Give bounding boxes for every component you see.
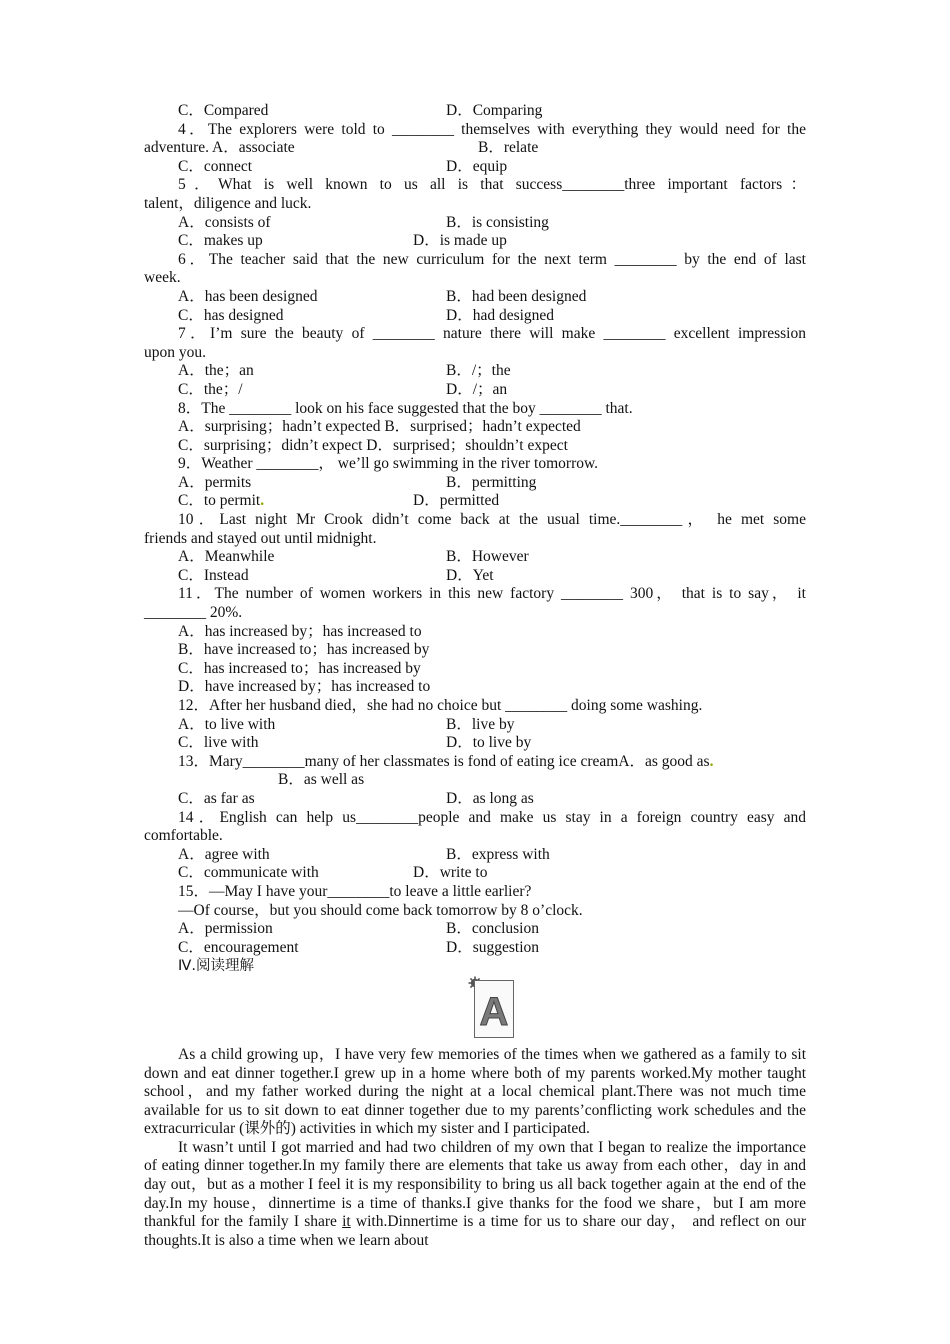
q14-stem: 14．English can help us________people and make us stay in a foreign country easy and	[178, 808, 806, 826]
q12-stem: 12．After her husband died，she had no choice but ________ doing some washing.	[178, 697, 703, 714]
q7-stem: 7．I’m sure the beauty of ________ nature there will make ________ excellent impression	[178, 325, 806, 343]
q13-options-cd: C．as far as D．as long as	[178, 789, 534, 807]
q7-options-cd: C．the；/ D．/；an	[178, 380, 508, 398]
q10-stem: 10．Last night Mr Crook didn’t come back at the usual time.________， he met some	[178, 511, 806, 529]
green-dot-mark: .	[709, 752, 714, 770]
q7-stem-cont: upon you.	[144, 343, 206, 361]
q11-option-a: A．has increased by；has increased to	[178, 622, 422, 640]
q11-option-d: D．have increased by；has increased to	[178, 678, 431, 696]
q6-stem: 6．The teacher said that the new curriculum for the next term ________ by the end of last	[178, 250, 806, 268]
q6-stem-cont: week.	[144, 269, 181, 287]
q11-option-b: B．have increased to；has increased by	[178, 641, 430, 659]
q5-stem-cont: talent，diligence and luck.	[144, 194, 312, 212]
q15-stem: 15．—May I have your________to leave a little earlier?	[178, 882, 532, 900]
q14-stem-cont: comfortable.	[144, 827, 223, 845]
q8-options-ab: A．surprising；hadn’t expected B．surprised；hadn’t expected	[178, 418, 581, 436]
q3-options-cd: C．Compared D．Comparing	[178, 102, 543, 119]
passage-paragraph-1: As a child growing up，I have very few memories of the times when we gathered as a family to sit down and eat dinner together.I grew up in a home where both of my parents worked.My mother taught school，and my father worked during the night at a local chemical plant.There was not much time available for us to sit down to eat dinner together due to my parents’conflicting work schedules and the extracurricular (课外的) activities in which my sister and I participated.	[144, 1045, 806, 1138]
q13-stem: 13．Mary________many of her classmates is fond of eating ice creamA．as good as.	[178, 752, 714, 770]
document-page	[144, 102, 806, 1250]
q15-options-cd: C．encouragement D．suggestion	[178, 938, 540, 956]
q5-options-cd: C．makes up D．is made up	[178, 232, 507, 250]
q15-reply: —Of course，but you should come back tomorrow by 8 o’clock.	[178, 901, 583, 919]
q8-stem: 8．The ________ look on his face suggested that the boy ________ that.	[178, 399, 633, 417]
q5-options-ab: A．consists of B．is consisting	[178, 213, 549, 231]
q7-options-ab: A．the；an B．/；the	[178, 362, 511, 380]
q10-stem-cont: friends and stayed out until midnight.	[144, 529, 377, 547]
q9-options-ab: A．permits B．permitting	[178, 473, 537, 491]
letter-a-graphic	[475, 981, 513, 1037]
q14-options-ab: A．agree with B．express with	[178, 845, 550, 863]
section-heading: Ⅳ.阅读理解	[178, 958, 254, 975]
q5-stem: 5．What is well known to us all is that success________three important factors：	[178, 176, 806, 194]
q10-options-cd: C．Instead D．Yet	[178, 566, 494, 584]
q6-options-ab: A．has been designed B．had been designed	[178, 287, 587, 305]
q12-options-ab: A．to live with B．live by	[178, 715, 515, 733]
passage-a-logo	[144, 976, 806, 1046]
q4-options-cd: C．connect D．equip	[178, 157, 508, 175]
q10-options-ab: A．Meanwhile B．However	[178, 548, 529, 566]
q14-options-cd: C．communicate with D．write to	[178, 864, 488, 882]
letter-a-badge	[474, 980, 514, 1038]
q9-options-cd: C．to permit. D．permitted	[178, 492, 500, 510]
q11-stem: 11．The number of women workers in this new factory ________ 300， that is to say， it	[178, 585, 806, 603]
passage-paragraph-2: It wasn’t until I got married and had two children of my own that I began to realize the importance of eating dinner together.In my family there are elements that take us away from each other，day in and day out，but as a mother I feel it is my responsibility to bring us all back together again at the end of the day.In my house，dinnertime is a time of thanks.I give thanks for the food we share，but I am more thankful for the family I share it with.Dinnertime is a time for us to share our day， and reflect on our thoughts.It is also a time when we learn about	[144, 1138, 806, 1249]
q8-options-cd: C．surprising；didn’t expect D．surprised；shouldn’t expect	[178, 436, 568, 454]
q9-stem: 9．Weather ________， we’ll go swimming in the river tomorrow.	[178, 455, 599, 473]
q12-options-cd: C．live with D．to live by	[178, 734, 532, 752]
q6-options-cd: C．has designed D．had designed	[178, 306, 555, 324]
q15-options-ab: A．permission B．conclusion	[178, 920, 539, 938]
q4-options-ab: adventure. A．associate B．relate	[144, 139, 539, 157]
underlined-word: it	[342, 1213, 351, 1231]
section-letter: A	[479, 989, 509, 1034]
q11-option-c: C．has increased to；has increased by	[178, 659, 421, 677]
q11-stem-cont: ________ 20%.	[144, 604, 243, 622]
green-dot-mark: .	[260, 492, 265, 510]
q4-stem: 4．The explorers were told to ________ themselves with everything they would need for the	[178, 120, 806, 138]
q13-option-b: B．as well as	[278, 771, 365, 789]
